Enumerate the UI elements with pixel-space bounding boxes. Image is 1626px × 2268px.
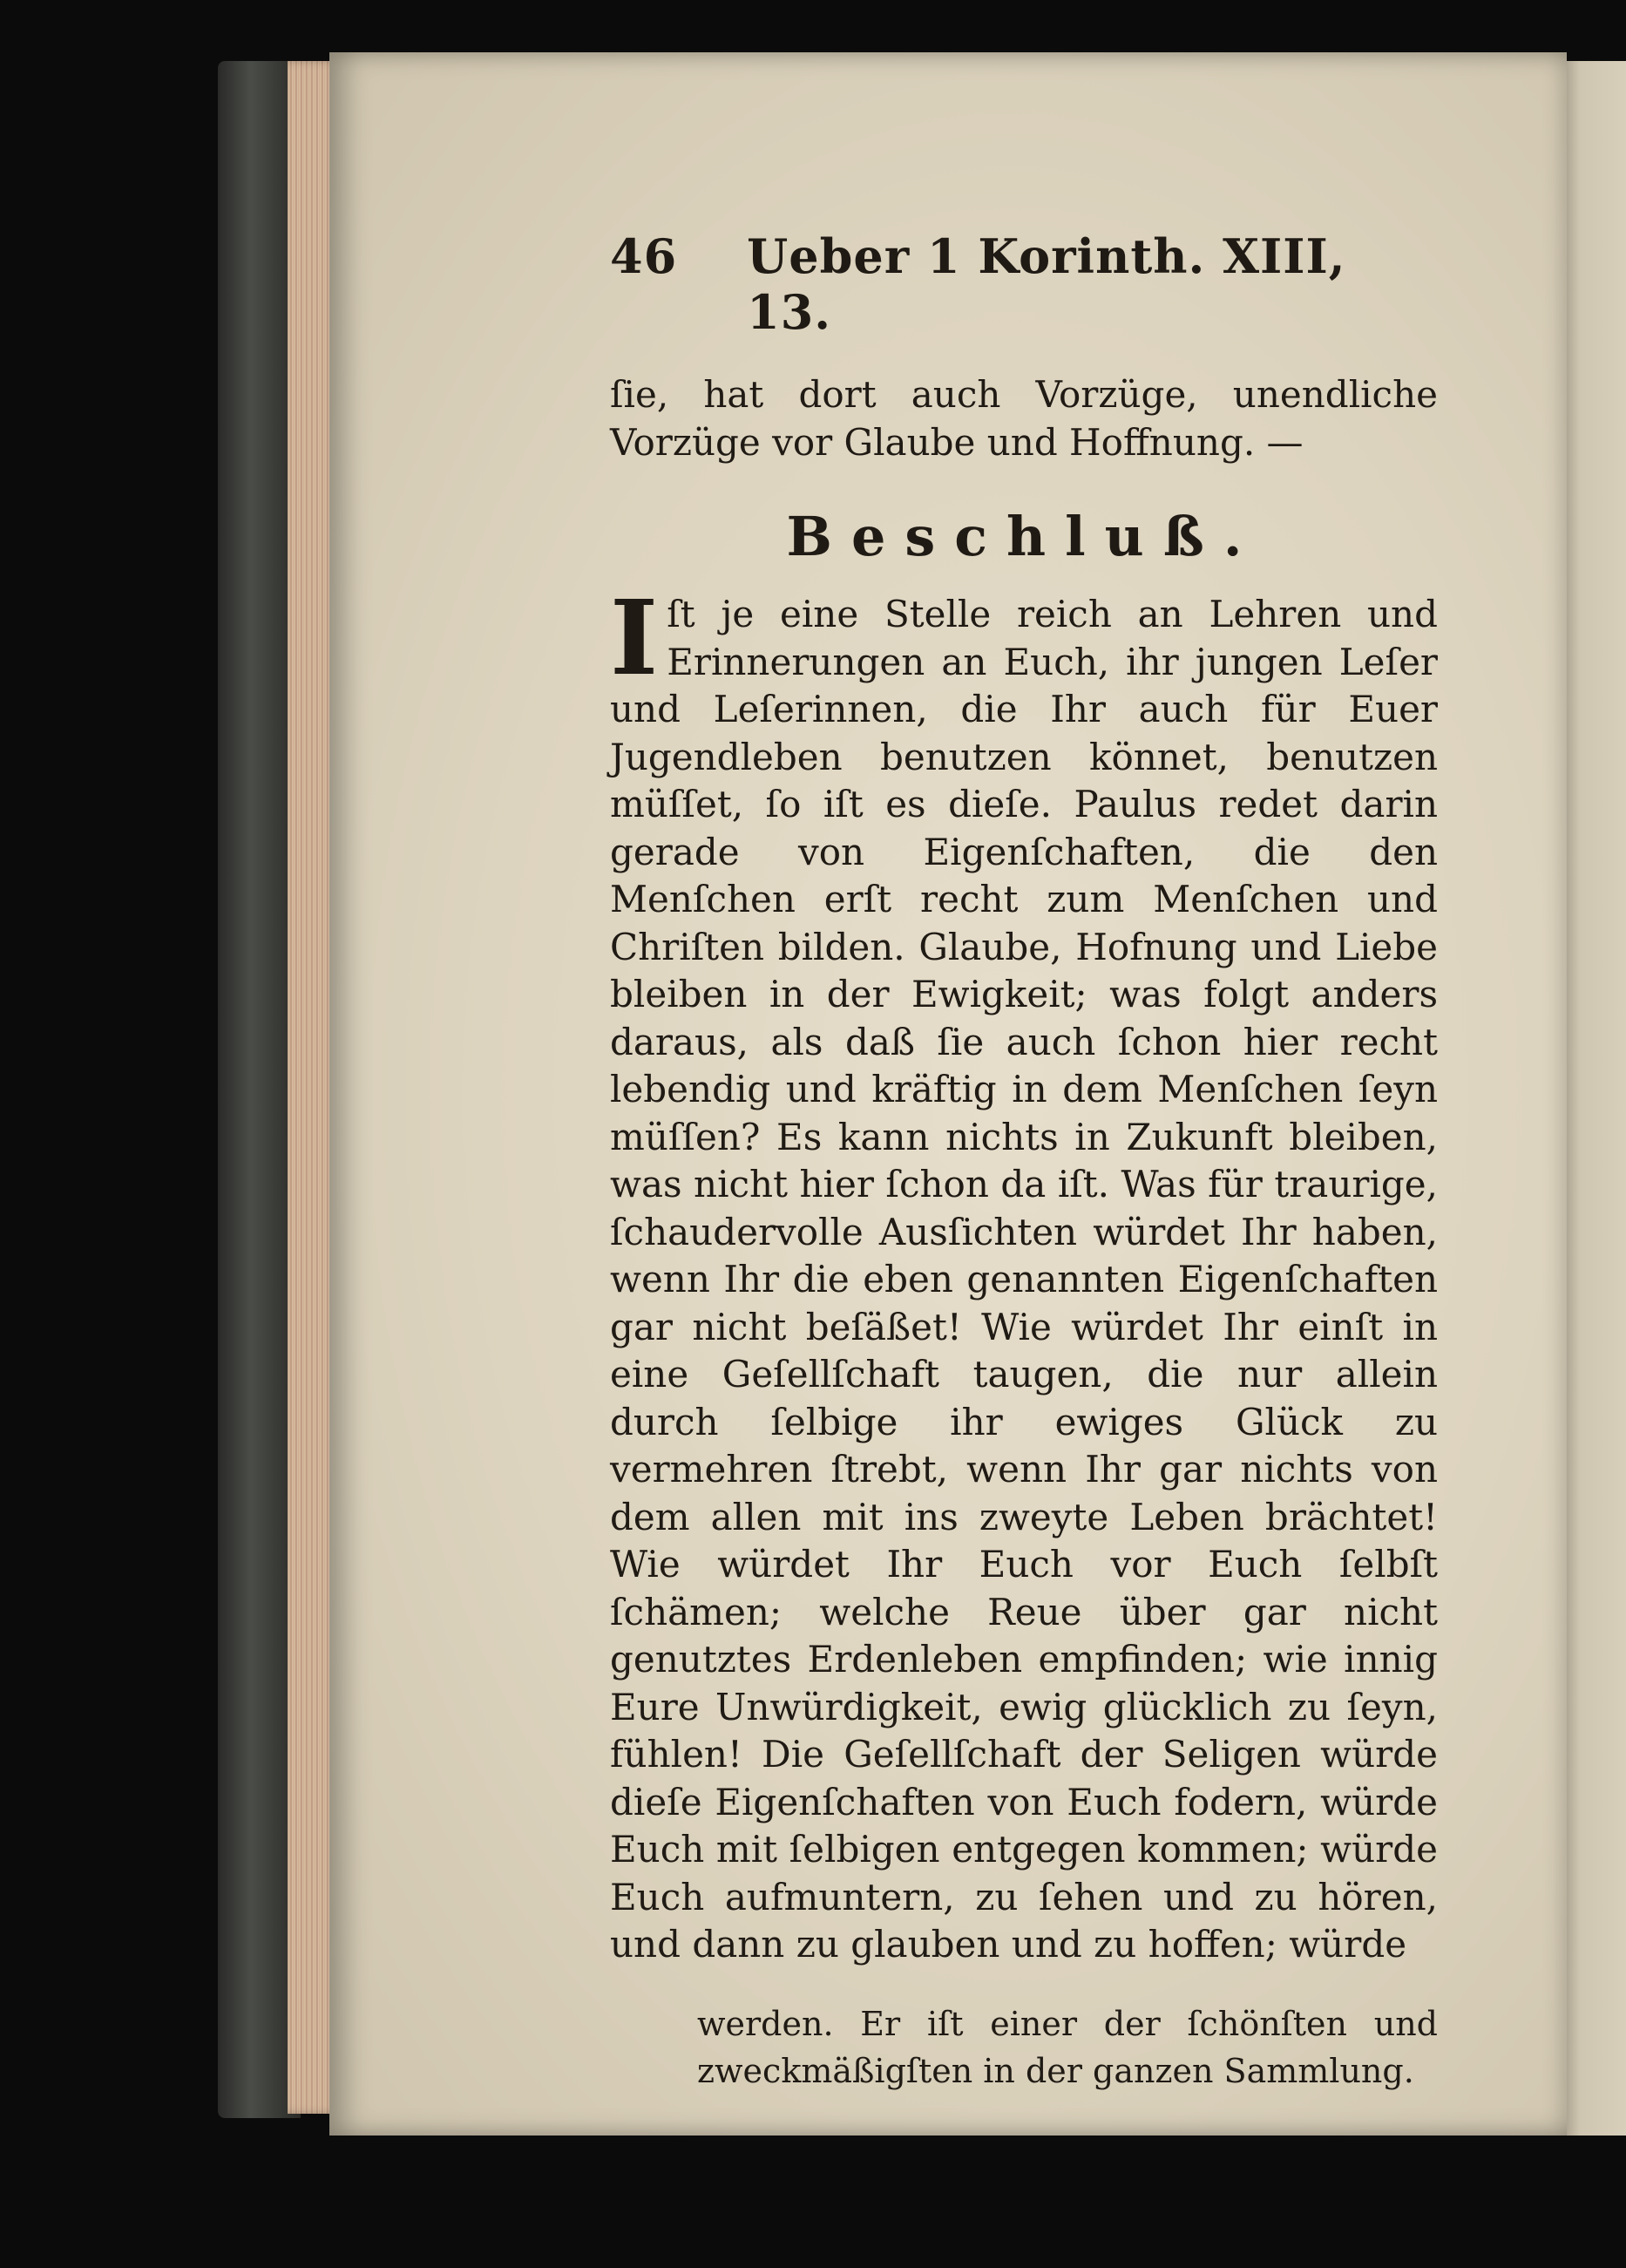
footnote: werden. Er iſt einer der ſchönſten und zweckmäßigſten in der ganzen Sammlung. — [697, 2004, 1438, 2090]
page-number: 46 — [610, 228, 678, 284]
running-title: Ueber 1 Korinth. XIII, 13. — [747, 228, 1346, 340]
drop-cap: I — [610, 577, 659, 698]
page-header — [610, 228, 1438, 340]
page-content — [610, 228, 1438, 2095]
facing-page-edge — [1560, 61, 1626, 2136]
body-text: ſt je eine Stelle reich an Lehren und Erinnerungen an Euch, ihr jungen Leſer und Leſerinnen, die Ihr auch für Euer Jugendleben benutzen könnet, benutzen müſſet, ſo iſt es dieſe. Paulus redet darin gerade von Eigenſchaften, die den Menſchen erſt recht zum Menſchen und Chriſten bilden. Glaube, Hofnung und Liebe bleiben in der Ewigkeit; was folgt anders daraus, als daß ſie auch ſchon hier recht lebendig und kräftig in dem Menſchen ſeyn müſſen? Es kann nichts in Zukunft bleiben, was nicht hier ſchon da iſt. Was für traurige, ſchaudervolle Ausſichten würdet Ihr haben, wenn Ihr die eben genannten Eigenſchaften gar nicht beſäßet! Wie würdet Ihr einſt in eine Geſellſchaft taugen, die nur allein durch ſelbige ihr ewiges Glück zu vermehren ſtrebt, wenn Ihr gar nichts von dem allen mit ins zweyte Leben brächtet! Wie würdet Ihr Euch vor Euch ſelbſt ſchämen; welche Reue über gar nicht genutztes Erdenleben empfinden; wie innig Eure Unwürdigkeit, ewig glücklich zu ſeyn, fühlen! Die Geſellſchaft der Seligen würde dieſe Eigenſchaften von Euch fodern, würde Euch mit ſelbigen entgegen kommen; würde Euch aufmuntern, zu ſehen und zu hören, und dann zu glauben und zu hoffen; würde — [610, 593, 1438, 1966]
prelude-text: ſie, hat dort auch Vorzüge, unendliche Vorzüge vor Glaube und Hoffnung. — — [610, 373, 1438, 464]
body-paragraph — [610, 577, 1438, 1969]
section-heading: Beschluß. — [786, 505, 1262, 568]
